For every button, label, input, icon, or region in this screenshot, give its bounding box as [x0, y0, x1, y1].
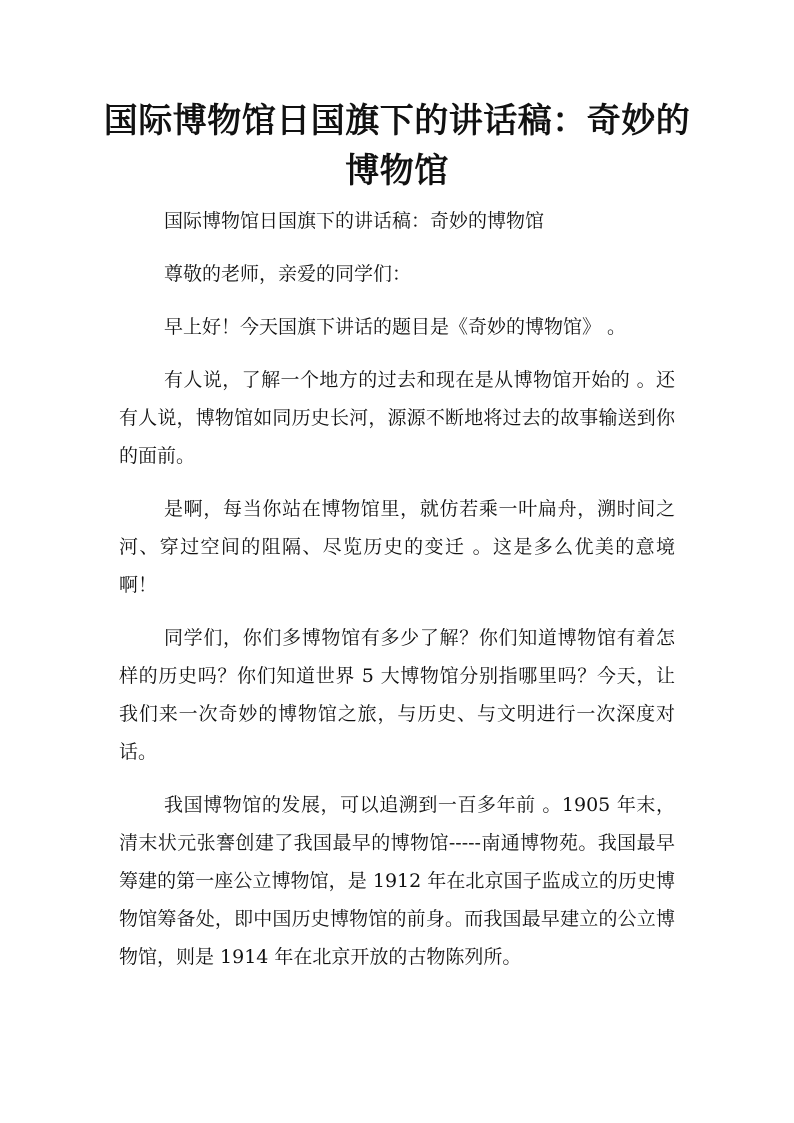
- paragraph-greeting: 早上好！今天国旗下讲话的题目是《奇妙的博物馆》 。: [164, 316, 627, 338]
- paragraph-questions: 同学们，你们多博物馆有多少了解？你们知道博物馆有着怎样的历史吗？你们知道世界 5 大博物馆分别指哪里吗？今天，让我们来一次奇妙的博物馆之旅，与历史、与文明进行一次深度对话。: [119, 627, 675, 763]
- paragraph-imagery: 是啊，每当你站在博物馆里，就仿若乘一叶扁舟，溯时间之河、穿过空间的阻隔、尽览历史的变迁 。这是多么优美的意境啊！: [119, 498, 675, 596]
- paragraph-intro: 有人说，了解一个地方的过去和现在是从博物馆开始的 。还有人说，博物馆如同历史长河，源源不断地将过去的故事输送到你的面前。: [119, 369, 675, 467]
- paragraph-history: 我国博物馆的发展，可以追溯到一百多年前 。1905 年末，清末状元张謇创建了我国最早的博物馆-----南通博物苑。我国最早筹建的第一座公立博物馆，是 1912 年在北京国子监成立的历史博物馆筹备处，即中国历史博物馆的前身。而我国最早建立的公立博物馆，则是 1914 年在北京开放的古物陈列所。: [119, 794, 675, 968]
- paragraph-salutation: 尊敬的老师，亲爱的同学们：: [164, 263, 412, 285]
- paragraph-subtitle: 国际博物馆日国旗下的讲话稿：奇妙的博物馆: [164, 210, 545, 232]
- document-title: 国际博物馆日国旗下的讲话稿：奇妙的博物馆: [103, 101, 691, 191]
- document-body: [119, 202, 675, 991]
